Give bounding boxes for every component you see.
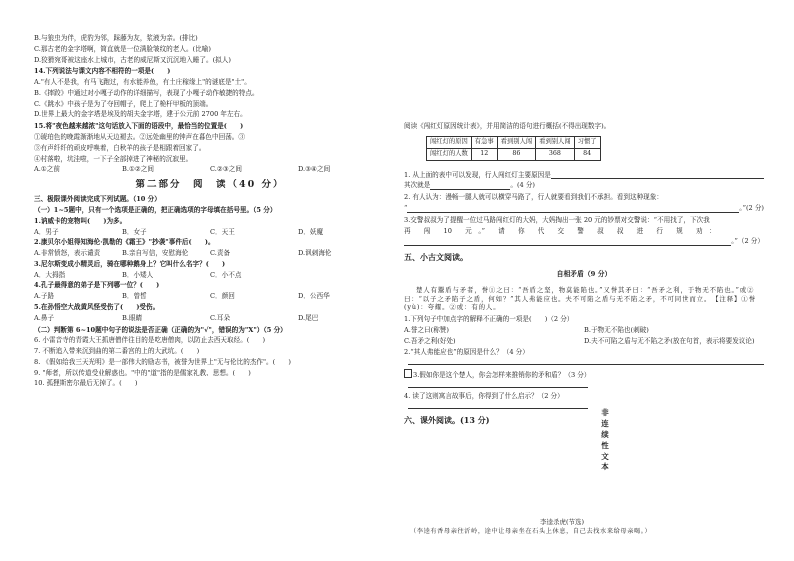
q1-line <box>404 171 764 180</box>
mc-q3-option-c[interactable]: C．小不点 <box>210 270 242 279</box>
table-header-cell: 习惯了 <box>574 136 600 148</box>
q3-answer-blank[interactable] <box>404 238 731 246</box>
mc-q5: 5.在孙悟空大战黄风怪受伤了( )受伤。 <box>34 302 160 311</box>
q15-option-a[interactable]: A.①之前 <box>34 165 60 174</box>
mc-q3-option-empty <box>298 271 386 280</box>
table-intro: 阅读《闯红灯原因统计表》，并用简洁的语句进行概括(不得出现数字)。 <box>404 122 611 130</box>
subsection-2-title: （二）判断第 6~10题中句子的说法是否正确（正确的为"√"，错误的为"X"）（5 分） <box>34 325 287 334</box>
table-cell: 368 <box>536 148 574 160</box>
vertical-char: 续 <box>601 429 609 439</box>
mc-q2: 2.康贝尔小姐得知海伦·凯勒的《霜王》"抄袭"事件后( )。 <box>34 238 215 247</box>
q2-answer-line <box>404 204 764 213</box>
q1-score: 。(4 分) <box>510 181 535 190</box>
q3-text-2: 再 闯 10 元 。” 请 你 代 交 警 叔 叔 进 行 规 劝 ： <box>404 226 716 235</box>
mc-q4-option-b[interactable]: B．曾皙 <box>122 292 147 301</box>
vertical-label <box>596 408 614 473</box>
table-cell: 86 <box>497 148 535 160</box>
table-header-cell: 有急事 <box>471 136 497 148</box>
q14-title: 14.下列说法与课文内容不相符的一项是( ) <box>34 67 171 76</box>
mc-q2-options <box>34 249 386 258</box>
mc-q4: 4.孔子最得意的弟子是下列哪一位？( ) <box>34 281 160 290</box>
tf-q6: 6. 小雷音寺的青霞大王抓唐僧伴往目的是吃唐僧肉，以防止去西天取经。( ) <box>34 336 266 345</box>
q5-2-answer-line[interactable] <box>408 356 764 365</box>
passage-text: 楚人有鬻盾与矛者，誉①之曰：“吾盾之坚，物莫能陷也。”又誉其矛曰：“吾矛之利，于物无不陷也。”或②曰：“以子之矛陷子之盾，何如？”其人弗能应也。夫不可陷之盾与无不陷之矛，不可同世而立。 【注释】①誉(yù)：夸耀。②或：有的人。 <box>404 286 756 312</box>
q5-1-options-row-2 <box>404 337 764 346</box>
mc-q5-option-d[interactable]: D.尾巴 <box>298 313 319 322</box>
mc-q5-option-c[interactable]: C.耳朵 <box>210 313 231 322</box>
q15-option-d[interactable]: D.③④之间 <box>298 165 331 174</box>
mc-q3-option-a[interactable]: A．大拇指 <box>34 270 66 279</box>
section-6-title: 六、课外阅读。(13 分) <box>404 415 490 426</box>
subsection-1-title: （一）1~5题中，只有一个选项是正确的，把正确选项的字母填在括号里。（5 分） <box>34 206 277 215</box>
q1-answer-blank-2[interactable] <box>430 182 510 190</box>
q5-1-option-a[interactable]: A.誉之曰(称赞) <box>404 326 449 335</box>
vertical-char: 本 <box>601 462 609 472</box>
q3-answer-line <box>404 237 764 246</box>
mc-q5-option-a[interactable]: A.鼻子 <box>34 313 55 322</box>
table-cell: 12 <box>471 148 497 160</box>
mc-q5-options <box>34 314 386 323</box>
q14-option-a: A."有人不是我，有马飞跑过，有水能养鱼，有土庄稼缘上"的谜底是"土"。 <box>34 78 251 87</box>
table-row-label: 闯红灯的人数 <box>427 148 472 160</box>
checkbox-icon <box>404 369 412 378</box>
q15-options <box>34 165 386 174</box>
table-header-row <box>427 136 601 148</box>
vertical-char: 连 <box>601 418 609 428</box>
mc-q4-option-c[interactable]: C．颜回 <box>210 292 235 301</box>
mc-q1-option-c[interactable]: C．天王 <box>210 227 235 236</box>
q5-1: 1.下列句子中加点字的解释不正确的一项是( )（2 分） <box>404 315 574 324</box>
q5-4-answer-line[interactable] <box>408 400 588 409</box>
q2-text: 2. 有人认为：漫畅一腿人就可以横穿马路了，行人就要看到我们不承担。看到这种现象： <box>404 193 663 202</box>
q15-line-1: ①琥珀色的晚霞渐渐地从天边褪去。②远处幽里的钟声在暮色中回荡。③ <box>34 133 245 142</box>
q2-score: 。”(2 分) <box>739 204 764 213</box>
tf-q8: 8. 《假如给我三天光明》是一部伟大的励志书，被誉为世界上"无与伦比的杰作"。( ) <box>34 357 291 366</box>
right-column <box>404 122 764 433</box>
mc-q2-option-d[interactable]: D.讽刺海伦 <box>298 249 332 258</box>
vertical-char: 非 <box>601 408 609 417</box>
part-two-title: 第二部分 阅 读（40 分） <box>135 178 285 190</box>
vertical-char: 性 <box>601 440 609 450</box>
q5-4: 4. 读了这则寓言故事后，你得到了什么启示？（2 分） <box>404 391 564 400</box>
mc-q1-option-b[interactable]: B．女子 <box>122 227 147 236</box>
mc-q4-options <box>34 292 386 301</box>
q5-3-answer-line[interactable] <box>408 379 588 388</box>
q15-line-3: ④村落啦，坑洼啦，一下子全部掉进了神秘的沉寂里。 <box>34 154 193 163</box>
q2-open-quote: “ <box>404 204 408 213</box>
table-header-cell: 看到别人闯 <box>497 136 535 148</box>
q15-line-2: ③有声纤纤的顽皮呼唤着，白秋羊的孩子是相跟着回家了。 <box>34 143 206 152</box>
table-cell: 84 <box>574 148 600 160</box>
q15-option-b[interactable]: B.①②之间 <box>122 165 154 174</box>
tf-q7: 7. 不断追入带来沉到曲的第二番宫的上的大武坑。( ) <box>34 347 200 356</box>
q5-1-option-d[interactable]: D.夫不可陷之盾与无不陷之矛(放在句首，表示将要发议论) <box>584 336 755 345</box>
table-row <box>427 148 601 160</box>
table-header-cell: 看到别人闯 <box>536 136 574 148</box>
mc-q1-options <box>34 228 386 237</box>
mc-q2-option-c[interactable]: C.责备 <box>210 249 231 258</box>
table-header-cell: 闯红灯的原因 <box>427 136 472 148</box>
reading-title: 李逵杀虎(节选) <box>540 518 585 526</box>
mc-q2-option-b[interactable]: B.亲自写信，安慰海伦 <box>122 249 189 258</box>
q1-answer-blank[interactable] <box>551 171 764 179</box>
mc-q2-option-a[interactable]: A.非常愤怒，表示谴责 <box>34 249 101 258</box>
q14-option-c: C.《跳水》中孩子是为了夺回帽子，爬上了桅杆甲板的顶端。 <box>34 99 213 108</box>
q14-option-d: D.世界上最大的金字塔是埃及的胡夫金字塔，建于公元前 2700 年左右。 <box>34 110 247 119</box>
section-3-title: 三、极限课外阅读完成下列试题。（10 分） <box>34 195 161 204</box>
q14-option-b: B.《摔跤》中通过对小嘎子动作的详细描写，表现了小嘎子动作敏捷的特点。 <box>34 88 259 97</box>
mc-q5-option-b[interactable]: B.眼睛 <box>122 313 143 322</box>
q5-1-option-b[interactable]: B.于物无不陷也(刺破) <box>584 326 649 335</box>
left-column <box>34 34 386 388</box>
passage-title: 自相矛盾（9 分） <box>556 270 612 279</box>
q1-text: 1. 从上面的表中可以发现，行人闯红灯主要原因是 <box>404 170 551 179</box>
tf-q10: 10. 孤狸斯密尔最后无掉了。( ) <box>34 379 138 388</box>
mc-q1-option-a[interactable]: A．男子 <box>34 227 59 236</box>
mc-q1-option-d[interactable]: D．妖魔 <box>298 227 324 236</box>
q1-line-2 <box>404 181 764 190</box>
mc-q1: 1.讷威卡的宠物叫( )为多。 <box>34 216 127 225</box>
q15-title: 15.将"夜色越来越浓"这句话放入下面的语段中，最恰当的位置是( ) <box>34 122 244 131</box>
section-5-title: 五、小古文阅读。 <box>404 252 468 263</box>
vertical-char: 文 <box>601 451 609 461</box>
q5-2: 2.“其人弗能应也”的原因是什么？（4 分） <box>404 347 529 356</box>
mc-q3-option-b[interactable]: B．小矮人 <box>122 270 154 279</box>
q5-1-options-row-1 <box>404 326 764 335</box>
tf-q9: 9. "师者，所以传道受业解惑也。"中的"道"指的是儒家礼教、思想。( ) <box>34 368 251 377</box>
reading-note: （李逵有香母亲往沂岭，途中让母亲坐在石头上休息，自己去找水来给母亲喝。） <box>410 528 652 535</box>
mc-q4-option-a[interactable]: A.子路 <box>34 292 55 301</box>
q5-3 <box>404 369 764 380</box>
q2-answer-blank[interactable] <box>407 205 739 213</box>
mc-q4-option-d[interactable]: D．公西华 <box>298 292 330 301</box>
q13-option-b: B.与狼虫为伴，虎豹为邻，踩藤为友，浆液为亲。(排比) <box>34 34 198 42</box>
q5-3-text: 3.假如你是这个楚人，你会怎样来推销你的矛和盾？（3 分） <box>413 370 591 379</box>
q13-option-c: C.那古老的金字塔啊，简直就是一位满脸皱纹的老人。(比喻) <box>34 44 211 53</box>
q13-option-d: D.狡猾宛哥被这座水上城市，古老的威尼斯又沉沉地入睡了。(拟人) <box>34 55 231 64</box>
mc-q3: 3.尼尔斯变成小精灵后，骑在哪种鹅身上？它叫什么名字？( ) <box>34 259 226 268</box>
red-light-stats-table <box>426 136 601 161</box>
q5-1-option-c[interactable]: C.吾矛之利(好处) <box>404 336 456 345</box>
mc-q3-options <box>34 271 386 280</box>
q3-score: 。”（2 分） <box>731 237 764 246</box>
q15-option-c[interactable]: C.②③之间 <box>210 165 242 174</box>
q1-end-text: 其次就是 <box>404 181 431 190</box>
q3-text: 3.交警叔叔为了提醒一位过马路闯红灯的大妈，大妈掏出一张 20 元的钞票对交警说：“不用找了，下次我 <box>404 215 710 224</box>
